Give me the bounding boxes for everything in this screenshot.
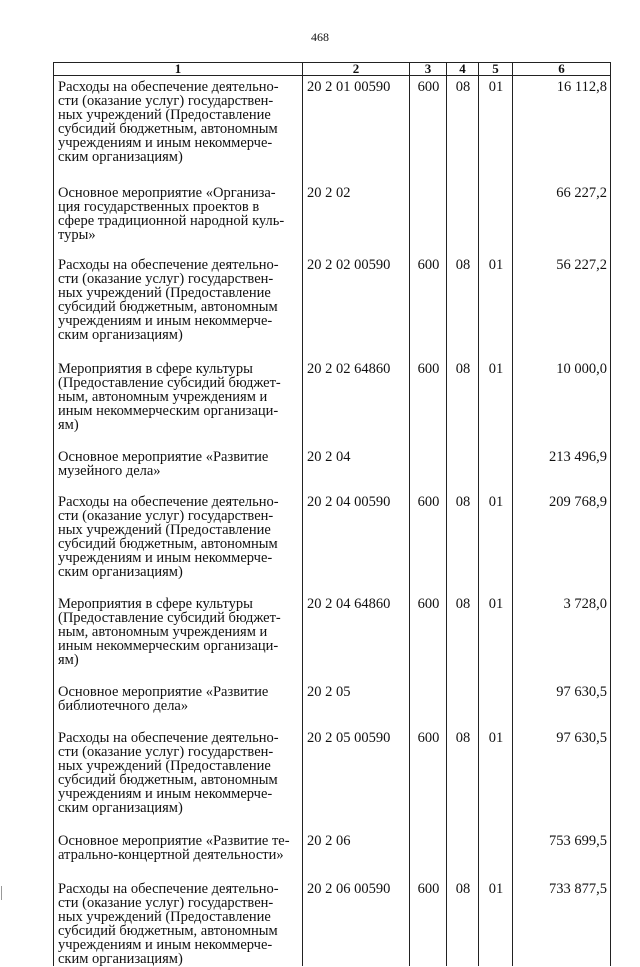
table-header-row [54,63,611,76]
row-col5: 01 [479,76,513,183]
row-col5: 01 [479,491,513,593]
row-name-line: ским организациям) [58,951,183,967]
row-name-line: ных учреждений (Предоставление [58,909,271,925]
row-name-line: музейного дела» [58,463,161,479]
row-name-line: иным некоммерческим организаци- [58,638,279,654]
row-col3: 600 [410,593,447,681]
row-name-line: ных учреждений (Предоставление [58,285,271,301]
row-name-line: ным, автономным учреждениям и [58,389,268,405]
row-amount: 16 112,8 [513,76,611,183]
row-name-line: субсидий бюджетным, автономным [58,923,278,939]
row-name-line: (Предоставление субсидий бюджет- [58,610,281,626]
table-row [54,491,611,593]
row-col3: 600 [410,878,447,966]
row-code: 20 2 01 00590 [303,76,410,183]
row-col3: 600 [410,727,447,830]
row-col5 [479,446,513,491]
row-col5 [479,182,513,254]
row-name-line: сти (оказание услуг) государствен- [58,271,274,287]
table-row [54,727,611,830]
row-name-line: Основное мероприятие «Развитие [58,684,269,700]
row-col4 [447,830,479,878]
row-name-line: Расходы на обеспечение деятельно- [58,79,279,95]
row-name-line: ским организациям) [58,327,183,343]
column-header: 2 [303,63,410,76]
row-amount: 213 496,9 [513,446,611,491]
row-name-line: учреждениям и иным некоммерче- [58,786,273,802]
row-code: 20 2 04 [303,446,410,491]
row-col3 [410,681,447,727]
table-row [54,593,611,681]
row-amount: 97 630,5 [513,681,611,727]
row-amount: 56 227,2 [513,254,611,358]
row-name-line: ных учреждений (Предоставление [58,758,271,774]
table-row [54,182,611,254]
row-name-line: сти (оказание услуг) государствен- [58,744,274,760]
row-name-line: Расходы на обеспечение деятельно- [58,494,279,510]
row-code: 20 2 02 00590 [303,254,410,358]
row-col5: 01 [479,254,513,358]
row-col3 [410,446,447,491]
row-col5 [479,830,513,878]
row-col3 [410,830,447,878]
row-name [54,878,303,966]
row-name-line: ским организациям) [58,149,183,165]
row-name-line: Мероприятия в сфере культуры [58,596,253,612]
row-col5: 01 [479,593,513,681]
row-col4: 08 [447,254,479,358]
row-col4: 08 [447,727,479,830]
row-amount: 733 877,5 [513,878,611,966]
row-name-line: Расходы на обеспечение деятельно- [58,881,279,897]
table-row [54,254,611,358]
row-col3: 600 [410,358,447,446]
row-col5 [479,681,513,727]
row-col4: 08 [447,878,479,966]
row-name [54,681,303,727]
row-name-line: сти (оказание услуг) государствен- [58,895,274,911]
row-name-line: Основное мероприятие «Развитие [58,449,269,465]
row-name [54,182,303,254]
row-name-line: Основное мероприятие «Организа- [58,185,276,201]
row-code: 20 2 04 00590 [303,491,410,593]
row-name [54,593,303,681]
row-name-line: иным некоммерческим организаци- [58,403,279,419]
row-col4: 08 [447,491,479,593]
row-name [54,727,303,830]
column-header: 6 [513,63,611,76]
row-name-line: Расходы на обеспечение деятельно- [58,730,279,746]
row-amount: 209 768,9 [513,491,611,593]
column-header: 1 [54,63,303,76]
row-col4: 08 [447,76,479,183]
row-amount: 10 000,0 [513,358,611,446]
page-number: 468 [311,30,329,44]
row-col4 [447,681,479,727]
row-col5: 01 [479,358,513,446]
table-row [54,358,611,446]
row-code: 20 2 02 [303,182,410,254]
row-amount: 3 728,0 [513,593,611,681]
row-name-line: ским организациям) [58,564,183,580]
row-name-line: Мероприятия в сфере культуры [58,361,253,377]
row-amount: 97 630,5 [513,727,611,830]
row-amount: 753 699,5 [513,830,611,878]
table-row [54,830,611,878]
row-name [54,446,303,491]
row-col3 [410,182,447,254]
row-col3: 600 [410,254,447,358]
row-name-line: учреждениям и иным некоммерче- [58,550,273,566]
row-name-line: Основное мероприятие «Развитие те- [58,833,290,849]
row-col4: 08 [447,593,479,681]
row-name-line: ных учреждений (Предоставление [58,107,271,123]
row-col4 [447,446,479,491]
row-name-line: учреждениям и иным некоммерче- [58,135,273,151]
table-row [54,76,611,183]
row-name-line: сти (оказание услуг) государствен- [58,508,274,524]
row-name-line: ным, автономным учреждениям и [58,624,268,640]
row-name-line: ским организациям) [58,800,183,816]
row-code: 20 2 02 64860 [303,358,410,446]
row-name-line: Расходы на обеспечение деятельно- [58,257,279,273]
row-col4 [447,182,479,254]
row-name-line: ям) [58,652,79,668]
row-col3: 600 [410,491,447,593]
row-name-line: субсидий бюджетным, автономным [58,121,278,137]
row-col5: 01 [479,878,513,966]
table-body [54,76,611,967]
row-code: 20 2 05 00590 [303,727,410,830]
row-name-line: туры» [58,227,96,243]
row-name [54,76,303,183]
table-row [54,446,611,491]
row-name-line: сти (оказание услуг) государствен- [58,93,274,109]
row-name-line: сфере традиционной народной куль- [58,213,285,229]
column-header: 3 [410,63,447,76]
row-name-line: учреждениям и иным некоммерче- [58,937,273,953]
table-row [54,878,611,966]
row-col3: 600 [410,76,447,183]
row-name-line: ных учреждений (Предоставление [58,522,271,538]
row-name [54,830,303,878]
row-col5: 01 [479,727,513,830]
row-col4: 08 [447,358,479,446]
row-name-line: библиотечного дела» [58,698,189,714]
row-name [54,491,303,593]
row-code: 20 2 06 00590 [303,878,410,966]
column-header: 5 [479,63,513,76]
row-name [54,254,303,358]
row-name [54,358,303,446]
column-header: 4 [447,63,479,76]
row-name-line: субсидий бюджетным, автономным [58,772,278,788]
row-code: 20 2 04 64860 [303,593,410,681]
row-amount: 66 227,2 [513,182,611,254]
row-name-line: (Предоставление субсидий бюджет- [58,375,281,391]
row-name-line: учреждениям и иным некоммерче- [58,313,273,329]
row-name-line: ям) [58,417,79,433]
row-code: 20 2 05 [303,681,410,727]
table-row [54,681,611,727]
budget-table [53,62,611,966]
margin-mark [1,886,8,900]
row-name-line: ция государственных проектов в [58,199,260,215]
row-name-line: субсидий бюджетным, автономным [58,536,278,552]
row-name-line: атрально-концертной деятельности» [58,847,284,863]
row-code: 20 2 06 [303,830,410,878]
row-name-line: субсидий бюджетным, автономным [58,299,278,315]
